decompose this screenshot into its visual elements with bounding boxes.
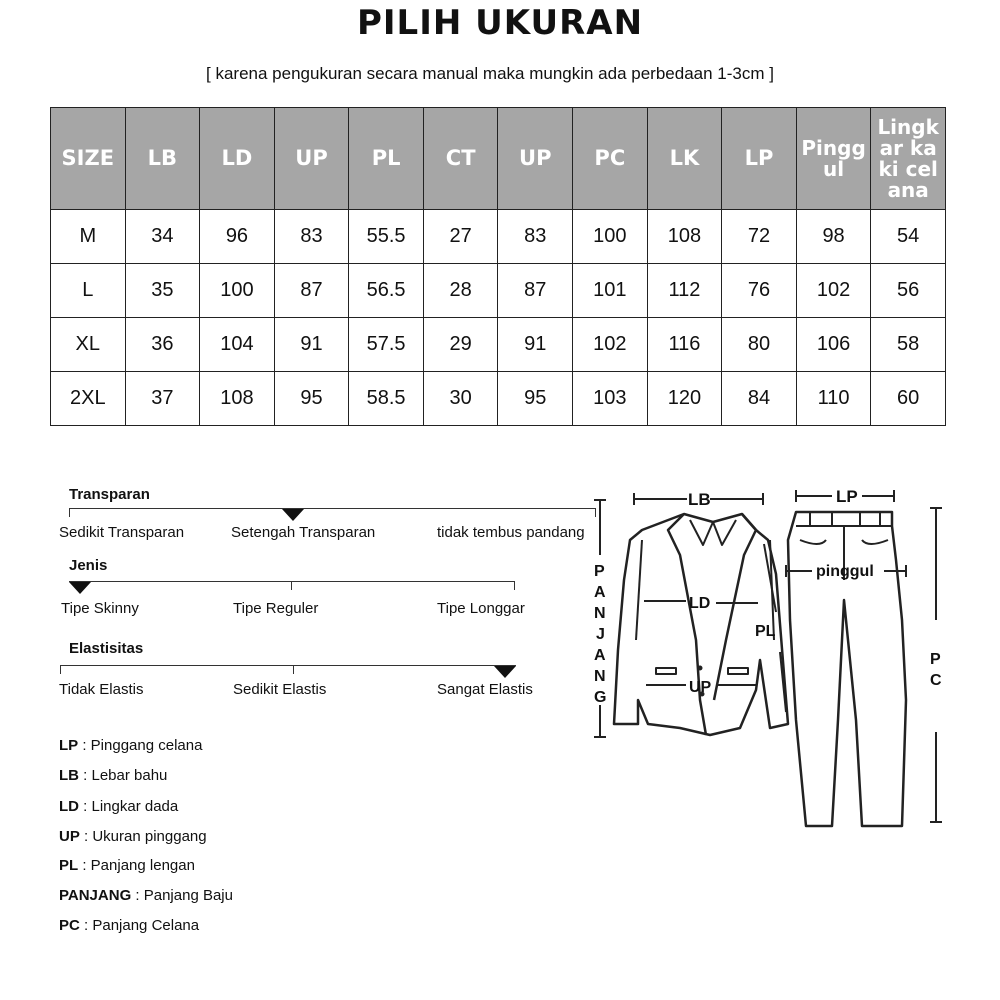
legend-item-up bbox=[59, 828, 207, 845]
table-cell: 103 bbox=[573, 372, 648, 426]
table-row bbox=[51, 318, 946, 372]
header-lingkar-line: ana bbox=[887, 177, 929, 202]
table-cell: 106 bbox=[796, 318, 871, 372]
scale-selected-marker-elastisitas bbox=[494, 666, 516, 678]
table-cell: 34 bbox=[125, 210, 200, 264]
pants-illustration bbox=[788, 512, 906, 826]
table-cell: 100 bbox=[573, 210, 648, 264]
table-cell: 95 bbox=[274, 372, 349, 426]
table-cell: 36 bbox=[125, 318, 200, 372]
label-pl: PL bbox=[755, 623, 776, 640]
legend-item-ld bbox=[59, 798, 178, 815]
table-cell: L bbox=[51, 264, 126, 318]
table-cell: 102 bbox=[796, 264, 871, 318]
table-cell: 56.5 bbox=[349, 264, 424, 318]
table-cell: 102 bbox=[573, 318, 648, 372]
table-cell: 29 bbox=[423, 318, 498, 372]
table-cell: 60 bbox=[871, 372, 946, 426]
table-cell: 83 bbox=[274, 210, 349, 264]
scale-tick bbox=[291, 581, 292, 590]
scale-selected-marker-transparan bbox=[282, 509, 304, 521]
scale-option-label: Tipe Longgar bbox=[437, 600, 525, 617]
page-title: PILIH UKURAN bbox=[356, 3, 644, 43]
label-panjang-letter: P bbox=[594, 563, 605, 580]
table-cell: 112 bbox=[647, 264, 722, 318]
label-ld: LD bbox=[689, 595, 711, 612]
table-cell: 37 bbox=[125, 372, 200, 426]
legend-item-pl bbox=[59, 857, 195, 874]
label-pinggul: pinggul bbox=[816, 563, 874, 580]
scale-option-label: Sangat Elastis bbox=[437, 681, 533, 698]
header-pl: PL bbox=[349, 108, 424, 210]
suit-measurement-diagram bbox=[580, 470, 980, 870]
header-lingkar-line: ar ka bbox=[879, 135, 937, 160]
scale-title-elastisitas: Elastisitas bbox=[69, 640, 144, 657]
header-up: UP bbox=[274, 108, 349, 210]
legend-code: LD bbox=[59, 798, 79, 815]
table-cell: 28 bbox=[423, 264, 498, 318]
measurement-note: [ karena pengukuran secara manual maka mungkin ada perbedaan 1-3cm ] bbox=[206, 64, 774, 83]
scale-line-jenis bbox=[69, 581, 515, 582]
label-panjang-letter: G bbox=[594, 689, 607, 706]
header-lingkar-line: ki cel bbox=[878, 156, 938, 181]
legend-code: LB bbox=[59, 767, 79, 784]
legend-desc: : Pinggang celana bbox=[78, 737, 203, 754]
table-cell: 84 bbox=[722, 372, 797, 426]
table-cell: 98 bbox=[796, 210, 871, 264]
table-cell: 76 bbox=[722, 264, 797, 318]
table-row bbox=[51, 372, 946, 426]
label-panjang-letter: A bbox=[594, 647, 606, 664]
scale-option-label: Sedikit Elastis bbox=[233, 681, 327, 698]
table-cell: 96 bbox=[200, 210, 275, 264]
table-cell: 30 bbox=[423, 372, 498, 426]
legend-desc: : Lebar bahu bbox=[79, 767, 168, 784]
table-cell: 104 bbox=[200, 318, 275, 372]
table-cell: XL bbox=[51, 318, 126, 372]
legend-item-panjang bbox=[59, 887, 233, 904]
scale-option-label: Sedikit Transparan bbox=[59, 524, 185, 541]
legend-code: UP bbox=[59, 828, 80, 845]
header-pinggul bbox=[796, 108, 871, 210]
diagram-labels bbox=[594, 487, 942, 706]
table-cell: M bbox=[51, 210, 126, 264]
table-cell: 72 bbox=[722, 210, 797, 264]
table-cell: 27 bbox=[423, 210, 498, 264]
scale-option-label: Tipe Reguler bbox=[233, 600, 319, 617]
scale-option-label: Setengah Transparan bbox=[231, 524, 376, 541]
table-cell: 91 bbox=[498, 318, 573, 372]
table-row bbox=[51, 264, 946, 318]
label-panjang-letter: J bbox=[596, 626, 605, 643]
header-ld: LD bbox=[200, 108, 275, 210]
table-cell: 80 bbox=[722, 318, 797, 372]
table-cell: 120 bbox=[647, 372, 722, 426]
scale-selected-marker-jenis bbox=[69, 582, 91, 594]
header-pinggul-line: Pingg bbox=[801, 135, 866, 160]
scale-title-transparan: Transparan bbox=[69, 486, 150, 503]
table-cell: 35 bbox=[125, 264, 200, 318]
label-lb: LB bbox=[688, 490, 711, 509]
table-cell: 91 bbox=[274, 318, 349, 372]
table-cell: 56 bbox=[871, 264, 946, 318]
legend-desc: : Panjang Baju bbox=[131, 887, 233, 904]
legend-desc: : Panjang Celana bbox=[79, 917, 200, 934]
table-cell: 55.5 bbox=[349, 210, 424, 264]
scale-line-transparan bbox=[69, 508, 596, 509]
header-lingkar-line: Lingk bbox=[877, 114, 939, 139]
table-cell: 58 bbox=[871, 318, 946, 372]
legend-code: PL bbox=[59, 857, 79, 874]
scale-line-elastisitas bbox=[60, 665, 516, 666]
label-panjang-letter: A bbox=[594, 584, 606, 601]
label-up: UP bbox=[689, 679, 712, 696]
table-cell: 101 bbox=[573, 264, 648, 318]
legend-code: LP bbox=[59, 737, 79, 754]
header-lingkar-kaki bbox=[871, 108, 946, 210]
table-cell: 87 bbox=[498, 264, 573, 318]
table-cell: 108 bbox=[200, 372, 275, 426]
header-lk: LK bbox=[647, 108, 722, 210]
label-pc-letter: P bbox=[930, 651, 941, 668]
scale-option-label: Tidak Elastis bbox=[59, 681, 144, 698]
label-pc-letter: C bbox=[930, 672, 942, 689]
scale-title-jenis: Jenis bbox=[69, 557, 108, 574]
table-cell: 87 bbox=[274, 264, 349, 318]
scale-option-label: Tipe Skinny bbox=[61, 600, 139, 617]
scale-tick bbox=[60, 665, 61, 674]
table-cell: 57.5 bbox=[349, 318, 424, 372]
scale-option-label: tidak tembus pandang bbox=[437, 524, 585, 541]
scale-tick bbox=[293, 665, 294, 674]
size-table bbox=[50, 107, 946, 426]
table-cell: 58.5 bbox=[349, 372, 424, 426]
table-cell: 83 bbox=[498, 210, 573, 264]
label-panjang-letter: N bbox=[594, 605, 606, 622]
table-cell: 95 bbox=[498, 372, 573, 426]
legend-item-lp bbox=[59, 737, 202, 754]
header-pc: PC bbox=[573, 108, 648, 210]
legend-desc: : Ukuran pinggang bbox=[79, 828, 207, 845]
header-ct: CT bbox=[423, 108, 498, 210]
label-lp: LP bbox=[836, 487, 858, 506]
size-table-header bbox=[51, 108, 946, 210]
legend-desc: : Panjang lengan bbox=[78, 857, 195, 874]
table-cell: 2XL bbox=[51, 372, 126, 426]
legend-code: PANJANG bbox=[59, 887, 132, 904]
header-lp: LP bbox=[722, 108, 797, 210]
legend-item-lb bbox=[59, 767, 167, 784]
legend-item-pc bbox=[59, 917, 199, 934]
header-up-2: UP bbox=[498, 108, 573, 210]
legend-code: PC bbox=[59, 917, 80, 934]
scale-tick bbox=[514, 581, 515, 590]
table-cell: 116 bbox=[647, 318, 722, 372]
table-cell: 110 bbox=[796, 372, 871, 426]
label-panjang-letter: N bbox=[594, 668, 606, 685]
table-cell: 100 bbox=[200, 264, 275, 318]
table-cell: 54 bbox=[871, 210, 946, 264]
scale-tick bbox=[69, 508, 70, 517]
table-row bbox=[51, 210, 946, 264]
header-lb: LB bbox=[125, 108, 200, 210]
legend-desc: : Lingkar dada bbox=[79, 798, 179, 815]
table-cell: 108 bbox=[647, 210, 722, 264]
header-size: SIZE bbox=[51, 108, 126, 210]
header-pinggul-line: ul bbox=[823, 156, 845, 181]
